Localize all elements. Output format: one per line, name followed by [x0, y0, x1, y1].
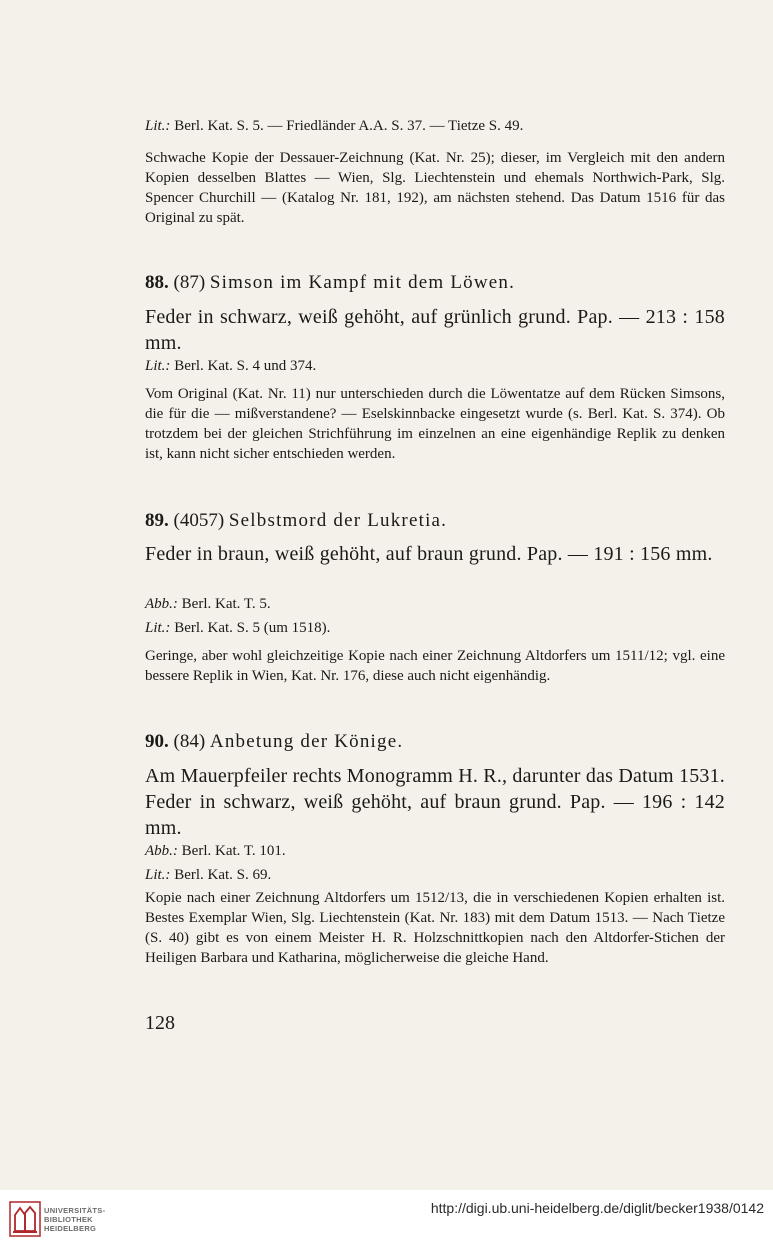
source-url-link[interactable]: http://digi.ub.uni-heidelberg.de/diglit/becker1938/0142: [430, 1200, 764, 1216]
lit-text: Berl. Kat. S. 4 und 374.: [174, 358, 317, 374]
lit-label: Lit.:: [145, 620, 171, 636]
library-name-line: UNIVERSITÄTS-: [44, 1206, 106, 1215]
entry-88-description: Feder in schwarz, weiß gehöht, auf grünlich grund. Pap. — 213 : 158 mm.: [145, 306, 725, 354]
lit-label: Lit.:: [145, 118, 171, 134]
library-logo-icon[interactable]: [9, 1201, 41, 1237]
library-name-line: BIBLIOTHEK: [44, 1215, 93, 1224]
entry-title: Anbetung der Könige.: [209, 731, 404, 752]
entry-90-heading: [145, 731, 725, 753]
lit-text: Berl. Kat. S. 69.: [174, 867, 272, 883]
entry-ref: (87): [173, 272, 206, 293]
footer: [0, 1190, 773, 1248]
entry-title: Selbstmord der Lukretia.: [228, 510, 448, 531]
entry-number: 89.: [145, 510, 169, 531]
entry-89-illustration: [145, 596, 725, 613]
entry-90-description: Am Mauerpfeiler rechts Monogramm H. R., darunter das Datum 1531. Feder in schwarz, weiß gehöht, auf braun grund. Pap. — 196 : 142 mm.: [145, 765, 725, 839]
abb-label: Abb.:: [145, 843, 178, 859]
entry-90-paragraph: Kopie nach einer Zeichnung Altdorfers um 1512/13, die in verschiedenen Kopien erhalten ist. Bestes Exemplar Wien, Slg. Liechtenstein (Kat. Nr. 183) mit dem Datum 1513. — Nach Tietze (S. 40) gibt es von einem Meister H. R. Holzschnittkopien nach den Altdorfer-Stichen der Heiligen Barbara und Katharina, möglicherweise die gleiche Hand.: [145, 890, 725, 966]
abb-text: Berl. Kat. T. 101.: [181, 843, 286, 859]
entry-ref: (84): [173, 731, 206, 752]
entry-88-paragraph: Vom Original (Kat. Nr. 11) nur unterschieden durch die Löwentatze auf dem Rücken Simsons, die für die — mißverstandene? — Eselskinnbacke eingesetzt wurde (s. Berl. Kat. S. 374). Ob trotzdem bei der gleichen Strichführung im einzelnen an eine eigenhändige Replik zu denken ist, kann nicht sicher entschieden werden.: [145, 386, 725, 462]
intro-literature: [145, 118, 725, 135]
entry-88-literature: [145, 358, 725, 375]
lit-text: Berl. Kat. S. 5. — Friedländer A.A. S. 37. — Tietze S. 49.: [174, 118, 524, 134]
abb-text: Berl. Kat. T. 5.: [181, 596, 271, 612]
abb-label: Abb.:: [145, 596, 178, 612]
lit-label: Lit.:: [145, 358, 171, 374]
entry-89-paragraph: Geringe, aber wohl gleichzeitige Kopie nach einer Zeichnung Altdorfers um 1511/12; vgl. eine bessere Replik in Wien, Kat. Nr. 176, diese auch nicht eigenhändig.: [145, 648, 725, 684]
entry-number: 90.: [145, 731, 169, 752]
entry-title: Simson im Kampf mit dem Löwen.: [209, 272, 516, 293]
entry-89-heading: [145, 510, 725, 532]
lit-label: Lit.:: [145, 867, 171, 883]
entry-89-literature: [145, 620, 725, 637]
entry-90-literature: [145, 867, 725, 884]
entry-90-illustration: [145, 843, 725, 860]
library-name-line: HEIDELBERG: [44, 1224, 97, 1233]
lit-text: Berl. Kat. S. 5 (um 1518).: [174, 620, 331, 636]
entry-ref: (4057): [173, 510, 225, 531]
entry-89-description: Feder in braun, weiß gehöht, auf braun grund. Pap. — 191 : 156 mm.: [145, 543, 713, 565]
entry-number: 88.: [145, 272, 169, 293]
library-name: [44, 1206, 105, 1233]
entry-88-heading: [145, 272, 725, 294]
intro-paragraph: Schwache Kopie der Dessauer-Zeichnung (Kat. Nr. 25); dieser, im Vergleich mit den andern Kopien desselben Blattes — Wien, Slg. Liechtenstein und ehemals Northwich-Park, Slg. Spencer Churchill — (Katalog Nr. 181, 192), am nächsten stehend. Das Datum 1516 für das Original zu spät.: [145, 150, 725, 226]
page-number: 128: [145, 1012, 175, 1034]
